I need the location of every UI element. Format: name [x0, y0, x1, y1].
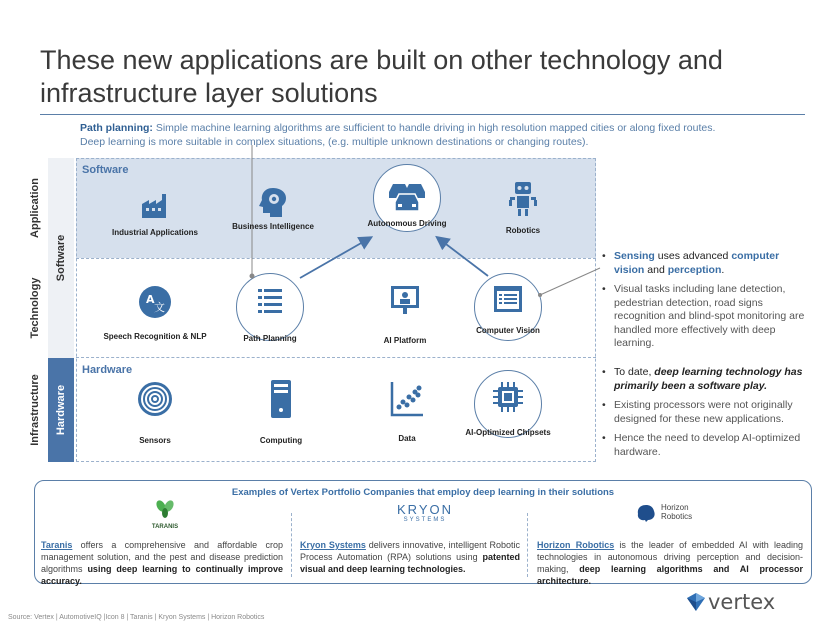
sensor-icon — [136, 380, 174, 418]
layer-infrastructure: Infrastructure — [29, 374, 41, 446]
horizon-brain-icon — [635, 503, 657, 523]
label-path-planning: Path Planning — [243, 334, 297, 343]
bullet-sensing: • Sensing uses advanced computer vision and perception. — [602, 250, 812, 277]
label-ai-chipsets: AI-Optimized Chipsets — [465, 428, 551, 437]
scatter-icon — [389, 380, 425, 418]
translate-icon — [137, 284, 173, 320]
chip-icon — [491, 380, 525, 414]
cell-ai-chipsets — [453, 380, 563, 438]
software-section-label: Software — [82, 164, 129, 176]
presentation-icon — [389, 284, 421, 316]
label-ai-platform: AI Platform — [383, 336, 427, 345]
horizon-description: Horizon Robotics is the leader of embedded AI with leading technologies in autonomous driving perception and decision-making, deep learning algorithms and AI processor architecture. — [537, 540, 803, 586]
cell-autonomous-driving — [352, 176, 462, 229]
factory-icon — [140, 190, 170, 220]
vertex-brand: vertex — [708, 590, 776, 614]
cell-computer-vision — [453, 284, 563, 336]
bullet-visual-tasks: • Visual tasks including lane detection, pedestrian detection, road signs recognition and blind-spot monitoring are handled more effectively with deep learning. — [602, 283, 812, 351]
label-computer-vision: Computer Vision — [476, 326, 540, 335]
portfolio-title: Examples of Vertex Portfolio Companies that employ deep learning in their solutions — [231, 487, 615, 498]
portfolio-divider-1 — [291, 513, 292, 577]
label-business-intelligence: Business Intelligence — [232, 222, 314, 231]
kryon-link[interactable]: Kryon Systems — [300, 540, 366, 550]
cars-icon — [385, 176, 429, 216]
leaf-icon — [154, 499, 176, 519]
kryon-description: Kryon Systems delivers innovative, intelligent Robotic Process Automation (RPA) solutions using patented visual and deep learning technologies. — [300, 540, 520, 574]
kryon-logo: KRYON SYSTEMS — [397, 502, 453, 523]
path-planning-label: Path planning: — [80, 122, 153, 134]
svg-text:A: A — [146, 293, 155, 306]
taranis-description: Taranis offers a comprehensive and affordable crop management solution, and the pest and disease prediction algorithms using deep learning to continually improve accuracy. — [41, 540, 284, 586]
label-sensors: Sensors — [139, 436, 171, 445]
taranis-link[interactable]: Taranis — [41, 540, 73, 550]
brain-gear-icon — [258, 186, 288, 218]
robot-icon — [507, 180, 539, 218]
vertex-logo-icon — [686, 592, 706, 612]
page-title: These new applications are built on other technology and infrastructure layer solutions — [40, 45, 723, 108]
layer-technology: Technology — [29, 277, 41, 339]
horizon-link[interactable]: Horizon Robotics — [537, 540, 615, 550]
cell-computing — [226, 378, 336, 446]
path-planning-text: Simple machine learning algorithms are sufficient to handle driving in high resolution mapped cities or along fixed routes. Deep learning is more suitable in complex situations, (e.g. multiple unknown destinations or changing routes). — [80, 122, 716, 148]
cell-ai-platform — [350, 284, 460, 346]
cell-business-intelligence — [218, 186, 328, 232]
portfolio-box — [34, 480, 812, 584]
label-data: Data — [398, 434, 416, 443]
label-industrial-applications: Industrial Applications — [112, 228, 198, 237]
cell-sensors — [100, 380, 210, 446]
label-robotics: Robotics — [505, 226, 541, 235]
cell-robotics — [468, 180, 578, 236]
label-autonomous-driving: Autonomous Driving — [367, 219, 447, 228]
layer-application: Application — [29, 178, 41, 238]
bullets-hardware — [602, 366, 812, 465]
bullet-existing-processors: • Existing processors were not originally designed for these new applications. — [602, 399, 812, 426]
cell-path-planning — [215, 286, 325, 344]
label-computing: Computing — [259, 436, 303, 445]
list-icon — [256, 286, 284, 314]
layer-hardware: Hardware — [48, 358, 74, 462]
screen-icon — [492, 284, 524, 314]
svg-text:文: 文 — [154, 301, 165, 314]
hardware-section-label: Hardware — [82, 364, 133, 376]
label-speech-recognition: Speech Recognition & NLP — [103, 332, 207, 341]
horizon-logo: Horizon Robotics — [635, 501, 715, 527]
cell-speech-recognition — [100, 284, 210, 342]
server-icon — [269, 378, 293, 420]
cell-data — [352, 380, 462, 444]
bullet-ai-optimized-hardware: • Hence the need to develop AI-optimized hardware. — [602, 432, 812, 459]
cell-industrial-applications — [100, 190, 210, 238]
bullets-technology — [602, 250, 812, 357]
layer-software: Software — [48, 158, 74, 358]
source-note: Source: Vertex | AutomotiveIQ |Icon 8 | Taranis | Kryon Systems | Horizon Robotics — [8, 614, 265, 621]
bullet-software-play: • To date, deep learning technology has primarily been a software play. — [602, 366, 812, 393]
portfolio-divider-2 — [527, 513, 528, 577]
taranis-logo: TARANIS — [140, 499, 190, 530]
